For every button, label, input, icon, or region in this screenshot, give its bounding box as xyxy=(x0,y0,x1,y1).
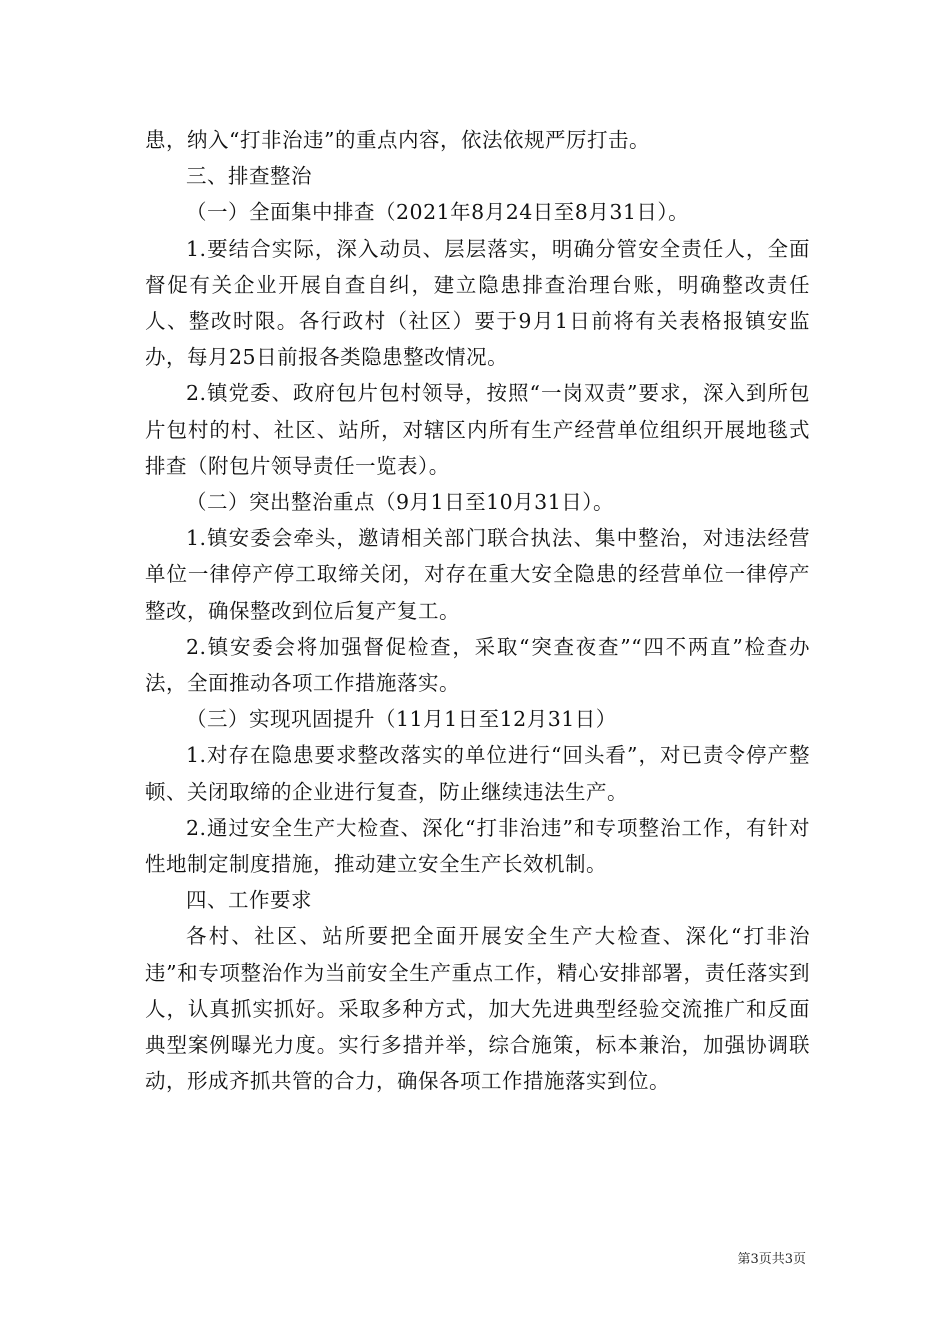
paragraph-1: 患，纳入“打非治违”的重点内容，依法依规严厉打击。 xyxy=(145,128,650,152)
document-body xyxy=(145,122,810,1099)
section-heading-3: 三、排查整治 xyxy=(186,164,312,189)
paragraph-4: 1.要结合实际，深入动员、层层落实，明确分管安全责任人，全面督促有关企业开展自查自纠，建立隐患排查治理台账，明确整改责任人、整改时限。各行政村（社区）要于9月1日前将有关表格报镇安监办，每月25日前报各类隐患整改情况。 xyxy=(145,236,810,370)
paragraph-13: 各村、社区、站所要把全面开展安全生产大检查、深化“打非治违”和专项整治作为当前安全生产重点工作，精心安排部署，责任落实到人，认真抓实抓好。采取多种方式，加大先进典型经验交流推广和反面典型案例曝光力度。实行多措并举，综合施策，标本兼治，加强协调联动，形成齐抓共管的合力，确保各项工作措施落实到位。 xyxy=(145,924,810,1094)
subsection-heading-1: （一）全面集中排查（2021年8月24日至8月31日）。 xyxy=(186,200,690,225)
paragraph-8: 2.镇安委会将加强督促检查，采取“突查夜查”“四不两直”检查办法，全面推动各项工作措施落实。 xyxy=(145,634,810,696)
paragraph-10: 1.对存在隐患要求整改落实的单位进行“回头看”，对已责令停产整顿、关闭取缔的企业进行复查，防止继续违法生产。 xyxy=(145,743,810,804)
paragraph-7: 1.镇安委会牵头，邀请相关部门联合执法、集中整治，对违法经营单位一律停产停工取缔关闭，对存在重大安全隐患的经营单位一律停产整改，确保整改到位后复产复工。 xyxy=(145,526,810,623)
subsection-heading-2: （二）突出整治重点（9月1日至10月31日）。 xyxy=(186,490,615,515)
paragraph-5: 2.镇党委、政府包片包村领导，按照“一岗双责”要求，深入到所包片包村的村、社区、站所，对辖区内所有生产经营单位组织开展地毯式排查（附包片领导责任一览表）。 xyxy=(145,381,810,478)
paragraph-11: 2.通过安全生产大检查、深化“打非治违”和专项整治工作，有针对性地制定制度措施，推动建立安全生产长效机制。 xyxy=(145,815,810,877)
subsection-heading-3: （三）实现巩固提升（11月1日至12月31日） xyxy=(186,707,617,732)
section-heading-4: 四、工作要求 xyxy=(186,888,312,913)
page-number-footer: 第3页共3页 xyxy=(737,1252,806,1267)
